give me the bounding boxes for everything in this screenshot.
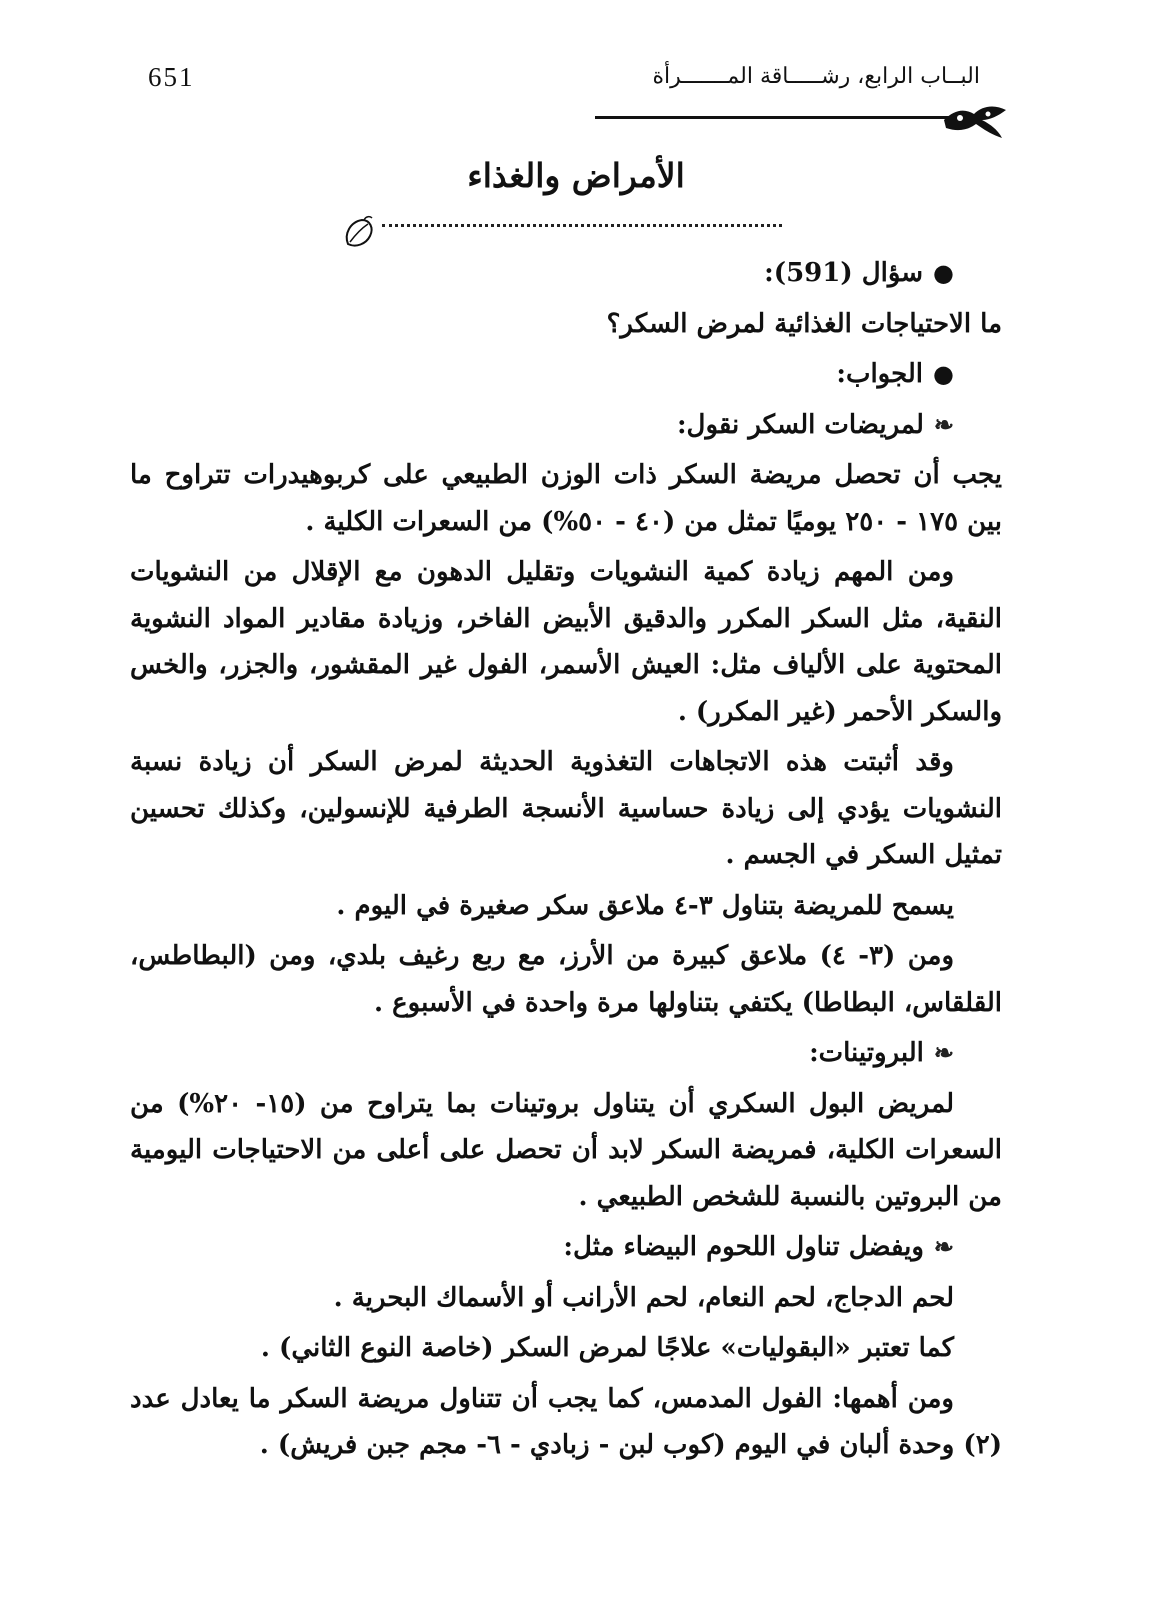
running-head: البــاب الرابع، رشـــــاقة المـــــــرأة	[652, 64, 980, 89]
paragraph-proteins: لمريض البول السكري أن يتناول بروتينات بما يتراوح من (١٥- ٢٠%) من السعرات الكلية، فمريضة السكر لابد أن تحصل على أعلى من الاحتياجات اليومية من البروتين بالنسبة للشخص الطبيعي .	[130, 1088, 1002, 1212]
paragraph-research: وقد أثبتت هذه الاتجاهات التغذوية الحديثة لمرض السكر أن زيادة نسبة النشويات يؤدي إلى زيادة حساسية الأنسجة الطرفية للإنسولين، وكذلك تحسين تمثيل السكر في الجسم .	[130, 747, 1002, 870]
paragraph-carbohydrates: يجب أن تحصل مريضة السكر ذات الوزن الطبيعي على كربوهيدرات تتراوح ما بين ١٧٥ - ٢٥٠ يوميًا تمثل من (٤٠ - ٥٠%) من السعرات الكلية .	[130, 460, 1002, 537]
paragraph-legumes: كما تعتبر «البقوليات» علاجًا لمرض السكر (خاصة النوع الثاني) .	[260, 1333, 954, 1363]
apple-icon: ●	[933, 359, 954, 388]
section-title: الأمراض والغذاء	[467, 156, 685, 195]
question-label: سؤال (591):	[764, 258, 924, 288]
leaf-icon: ❧	[933, 409, 954, 439]
diabetics-intro: لمريضات السكر نقول:	[676, 409, 924, 440]
page-content	[130, 250, 1002, 1473]
white-meat-heading-line	[130, 1224, 1002, 1271]
dot-leader	[382, 222, 782, 227]
question-label-line	[130, 250, 1002, 297]
proteins-heading-line	[130, 1030, 1002, 1077]
leaf-icon: ❧	[933, 1232, 954, 1261]
header-rule	[595, 116, 950, 119]
paragraph-meats: لحم الدجاج، لحم النعام، لحم الأرانب أو الأسماك البحرية .	[333, 1282, 954, 1313]
leaf-ornament-icon	[340, 214, 378, 254]
answer-label-line	[130, 351, 1002, 398]
paragraph-sugar-spoons: يسمح للمريضة بتناول ٣-٤ ملاعق سكر صغيرة في اليوم .	[336, 890, 954, 921]
paragraph-rice: ومن (٣- ٤) ملاعق كبيرة من الأرز، مع ربع رغيف بلدي، ومن (البطاطس، القلقاس، البطاطا) يكتفي بتناولها مرة واحدة في الأسبوع .	[130, 941, 1002, 1018]
floral-ornament-icon	[940, 98, 1010, 140]
white-meat-heading: ويفضل تناول اللحوم البيضاء مثل:	[563, 1232, 924, 1262]
page-number: 651	[148, 62, 195, 92]
leaf-icon: ❧	[933, 1038, 954, 1067]
apple-icon: ●	[933, 258, 954, 287]
proteins-heading: البروتينات:	[809, 1038, 924, 1068]
paragraph-dairy: ومن أهمها: الفول المدمس، كما يجب أن تتناول مريضة السكر ما يعادل عدد (٢) وحدة ألبان في اليوم (كوب لبن - زبادي - ٦- مجم جبن فريش) .	[130, 1383, 1002, 1460]
diabetics-intro-line	[130, 402, 1002, 449]
answer-label: الجواب:	[836, 359, 924, 389]
paragraph-starches: ومن المهم زيادة كمية النشويات وتقليل الدهون مع الإقلال من النشويات النقية، مثل السكر المكرر والدقيق الأبيض الفاخر، وزيادة مقادير المواد النشوية المحتوية على الألياف مثل: العيش الأسمر، الفول غير المقشور، والجزر، والخس والسكر الأحمر (غير المكرر) .	[130, 557, 1003, 727]
question-text: ما الاحتياجات الغذائية لمرض السكر؟	[606, 308, 1002, 339]
